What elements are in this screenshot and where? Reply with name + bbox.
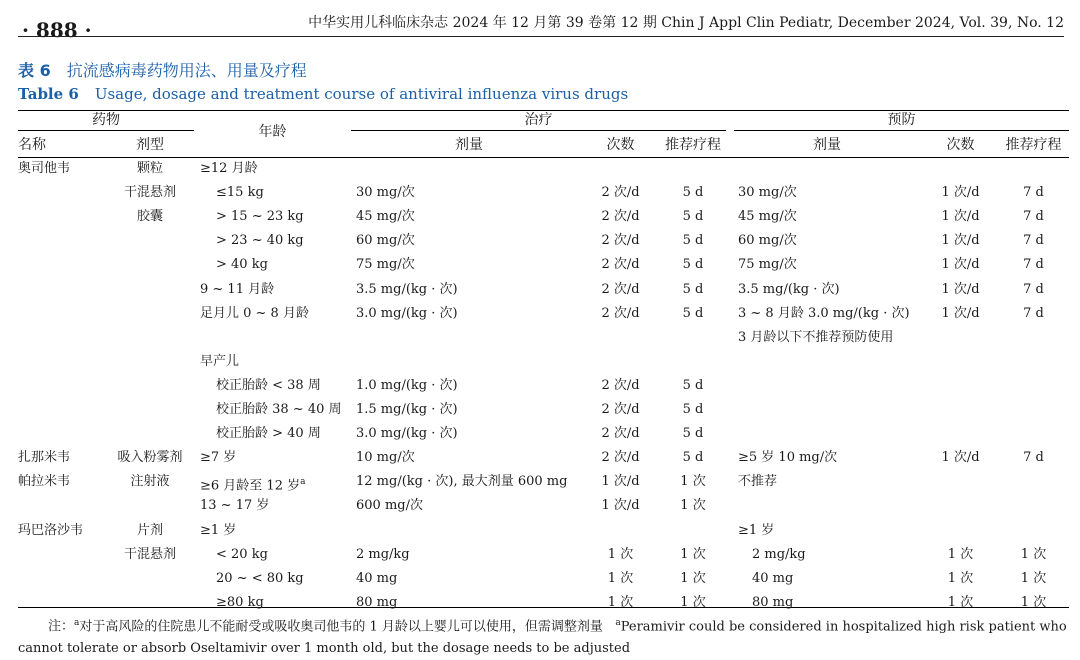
- table-cell-age: ≥6 月龄至 12 岁: [200, 478, 301, 494]
- table-cell-p-dose: 3 月龄以下不推荐预防使用: [738, 329, 894, 345]
- footnote-cn-marker: a: [74, 618, 80, 628]
- table-cell-form: 干混悬剂: [123, 546, 176, 562]
- table-cell-p-dose: 不推荐: [738, 474, 778, 490]
- table-cell-p-course: 1 次: [1020, 546, 1047, 562]
- table-cell-p-freq: 1 次/d: [941, 233, 980, 249]
- table-cell-t-dose: 75 mg/次: [356, 257, 415, 273]
- table-cell-p-freq: 1 次/d: [941, 305, 980, 321]
- table-cell-t-course: 1 次: [680, 594, 706, 610]
- table-label-cn: 表 6: [18, 61, 51, 80]
- footnote-en-text: Peramivir could be considered in hospitalized high risk patient who cannot tolerate or absorb Oseltamivir over 1 month old, but the dosage needs to be adjusted: [18, 619, 1067, 657]
- footnote-en-marker: a: [615, 618, 621, 628]
- table-cell-age: 20 ~ < 80 kg: [216, 570, 304, 586]
- table-cell-p-course: 7 d: [1023, 185, 1044, 201]
- header-prevention-course: 推荐疗程: [1005, 137, 1062, 153]
- table-cell-age: ≥7 岁: [200, 450, 237, 466]
- table-cell-age: 校正胎龄 38 ~ 40 周: [216, 402, 342, 417]
- table-cell-t-course: 1 次: [680, 546, 706, 562]
- table-cell-p-freq: 1 次: [947, 570, 974, 586]
- table-cell-p-freq: 1 次/d: [941, 450, 980, 466]
- table-cell-p-dose: 75 mg/次: [738, 257, 797, 273]
- table-cell-p-course: 7 d: [1023, 209, 1044, 225]
- table-cell-age: 13 ~ 17 岁: [200, 498, 270, 514]
- header-age: 年龄: [258, 124, 287, 140]
- table-cell-age: ≤15 kg: [216, 185, 264, 201]
- header-bottom-rule: [18, 157, 1069, 158]
- table-label-en: Table 6: [18, 85, 79, 103]
- table-cell-t-dose: 12 mg/(kg · 次), 最大剂量 600 mg: [356, 474, 568, 490]
- table-cell-age: > 15 ~ 23 kg: [216, 209, 304, 225]
- page-header: [0, 0, 1080, 44]
- table-cell-p-course: 7 d: [1023, 450, 1044, 466]
- table-cell-t-dose: 1.5 mg/(kg · 次): [356, 402, 458, 417]
- header-treatment-dose: 剂量: [455, 137, 483, 153]
- table-cell-t-dose: 10 mg/次: [356, 450, 415, 466]
- table-cell-age: > 23 ~ 40 kg: [216, 233, 304, 249]
- header-name: 名称: [18, 137, 46, 153]
- table-cell-p-dose: ≥5 岁 10 mg/次: [738, 450, 838, 466]
- header-rule: [18, 36, 1064, 37]
- table-cell-p-course: 7 d: [1023, 305, 1044, 321]
- table-cell-form: 干混悬剂: [123, 185, 176, 201]
- table-cell-t-course: 5 d: [682, 281, 704, 297]
- prevention-group-rule: [734, 130, 1069, 131]
- footnote-marker: a: [300, 477, 306, 488]
- table-cell-t-dose: 30 mg/次: [356, 185, 415, 201]
- table-cell-t-course: 5 d: [682, 305, 704, 321]
- table-cell-t-freq: 2 次/d: [601, 450, 640, 466]
- table-cell-p-course: 1 次: [1020, 570, 1047, 586]
- table-cell-name: 帕拉米韦: [18, 474, 71, 490]
- table-cell-p-dose: 60 mg/次: [738, 233, 797, 249]
- table-cell-p-dose: 30 mg/次: [738, 185, 797, 201]
- table-title-en-text: Usage, dosage and treatment course of antiviral influenza virus drugs: [94, 85, 629, 103]
- table-cell-t-freq: 2 次/d: [601, 305, 640, 321]
- table-footnote: [18, 612, 1072, 660]
- table-cell-name: 扎那米韦: [18, 450, 71, 466]
- table-cell-form: 颗粒: [136, 161, 163, 176]
- table-cell-p-course: 1 次: [1020, 594, 1047, 610]
- table-cell-t-course: 5 d: [682, 185, 704, 201]
- treatment-group-rule: [351, 130, 726, 131]
- table-cell-form: 注射液: [130, 474, 170, 490]
- table-cell-age: 校正胎龄 > 40 周: [216, 426, 321, 442]
- drug-group-rule: [18, 130, 194, 131]
- table-cell-t-dose: 45 mg/次: [356, 209, 415, 225]
- table-cell-t-freq: 2 次/d: [601, 257, 640, 273]
- table-cell-t-dose: 60 mg/次: [356, 233, 415, 249]
- table-cell-age: 足月儿 0 ~ 8 月龄: [200, 305, 309, 321]
- table-cell-p-freq: 1 次: [947, 546, 974, 562]
- table-cell-p-course: 7 d: [1023, 257, 1044, 273]
- table-cell-age: > 40 kg: [216, 257, 268, 273]
- table-cell-p-freq: 1 次/d: [941, 281, 980, 297]
- table-top-rule: [18, 110, 1069, 111]
- journal-citation: 中华实用儿科临床杂志 2024 年 12 月第 39 卷第 12 期 Chin J Appl Clin Pediatr, December 2024, Vol. 39, No. 12: [308, 15, 1064, 31]
- table-cell-form: 片剂: [136, 522, 163, 538]
- dosage-table: [18, 110, 1069, 608]
- header-prevention-frequency: 次数: [946, 137, 975, 153]
- table-cell-age: 校正胎龄 < 38 周: [216, 377, 321, 393]
- table-cell-t-course: 5 d: [682, 257, 704, 273]
- table-cell-t-course: 1 次: [680, 570, 706, 586]
- table-cell-age: ≥12 月龄: [200, 161, 258, 176]
- table-cell-t-freq: 1 次: [607, 594, 634, 610]
- table-title-cn-text: 抗流感病毒药物用法、用量及疗程: [66, 61, 307, 80]
- table-cell-t-dose: 3.0 mg/(kg · 次): [356, 305, 458, 321]
- table-cell-p-dose: 3.5 mg/(kg · 次): [738, 281, 840, 297]
- header-prevention-dose: 剂量: [813, 137, 841, 153]
- table-cell-age: ≥80 kg: [216, 594, 264, 610]
- table-cell-p-course: 7 d: [1023, 233, 1044, 249]
- header-drug-group: 药物: [92, 112, 120, 128]
- table-cell-t-course: 1 次: [680, 474, 706, 490]
- table-cell-age: 9 ~ 11 月龄: [200, 281, 275, 297]
- table-cell-t-course: 5 d: [682, 402, 704, 417]
- table-cell-t-course: 5 d: [682, 450, 704, 466]
- table-cell-name: 玛巴洛沙韦: [18, 522, 84, 538]
- table-cell-t-course: 5 d: [682, 209, 704, 225]
- table-cell-t-dose: 600 mg/次: [356, 498, 423, 514]
- table-cell-p-dose: 2 mg/kg: [752, 546, 806, 562]
- table-cell-t-dose: 80 mg: [356, 594, 398, 610]
- table-cell-t-dose: 3.0 mg/(kg · 次): [356, 426, 458, 442]
- table-cell-p-course: 7 d: [1023, 281, 1044, 297]
- table-cell-p-freq: 1 次: [947, 594, 974, 610]
- table-cell-p-freq: 1 次/d: [941, 209, 980, 225]
- table-cell-p-dose: 3 ~ 8 月龄 3.0 mg/(kg · 次): [738, 305, 910, 321]
- table-cell-p-dose: 40 mg: [752, 570, 794, 586]
- table-cell-name: 奥司他韦: [18, 161, 71, 176]
- table-title-en: [18, 85, 628, 103]
- table-cell-t-freq: 2 次/d: [601, 281, 640, 297]
- header-prevention-group: 预防: [887, 112, 916, 128]
- table-cell-age: < 20 kg: [216, 546, 268, 562]
- page-number: · 888 ·: [22, 18, 92, 42]
- header-treatment-course: 推荐疗程: [665, 137, 721, 153]
- table-cell-form: 胶囊: [136, 209, 163, 225]
- table-cell-t-dose: 1.0 mg/(kg · 次): [356, 377, 458, 393]
- table-cell-t-freq: 1 次: [607, 570, 634, 586]
- footnote-cn-text: 对于高风险的住院患儿不能耐受或吸收奥司他韦的 1 月龄以上婴儿可以使用，但需调整剂量: [79, 619, 603, 635]
- table-cell-t-freq: 2 次/d: [601, 402, 640, 417]
- table-cell-form: 吸入粉雾剂: [117, 450, 183, 466]
- header-treatment-group: 治疗: [524, 112, 553, 128]
- table-cell-t-freq: 2 次/d: [601, 426, 640, 442]
- table-cell-p-dose: 80 mg: [752, 594, 794, 610]
- table-cell-t-dose: 3.5 mg/(kg · 次): [356, 281, 458, 297]
- table-cell-t-freq: 2 次/d: [601, 185, 640, 201]
- table-cell-t-freq: 2 次/d: [601, 233, 640, 249]
- footnote-cn-prefix: 注：: [48, 619, 75, 635]
- table-cell-t-freq: 2 次/d: [601, 209, 640, 225]
- table-title-cn: [18, 58, 307, 81]
- table-cell-t-freq: 1 次/d: [601, 474, 640, 490]
- header-treatment-frequency: 次数: [606, 137, 635, 153]
- table-cell-age: ≥1 岁: [200, 522, 237, 538]
- table-cell-t-freq: 1 次/d: [601, 498, 640, 514]
- table-cell-t-course: 5 d: [682, 377, 704, 393]
- table-cell-p-dose: 45 mg/次: [738, 209, 797, 225]
- table-cell-p-freq: 1 次/d: [941, 185, 980, 201]
- table-cell-t-freq: 2 次/d: [601, 377, 640, 393]
- table-cell-age: 早产儿: [200, 353, 240, 369]
- table-cell-t-dose: 40 mg: [356, 570, 398, 586]
- table-cell-t-course: 5 d: [682, 426, 704, 442]
- table-cell-t-freq: 1 次: [607, 546, 634, 562]
- header-form: 剂型: [136, 137, 164, 153]
- table-cell-age-with-note: [200, 474, 305, 494]
- table-cell-t-course: 5 d: [682, 233, 704, 249]
- table-cell-t-course: 1 次: [680, 498, 706, 514]
- table-cell-p-freq: 1 次/d: [941, 257, 980, 273]
- table-cell-p-dose: ≥1 岁: [738, 522, 775, 538]
- table-cell-t-dose: 2 mg/kg: [356, 546, 410, 562]
